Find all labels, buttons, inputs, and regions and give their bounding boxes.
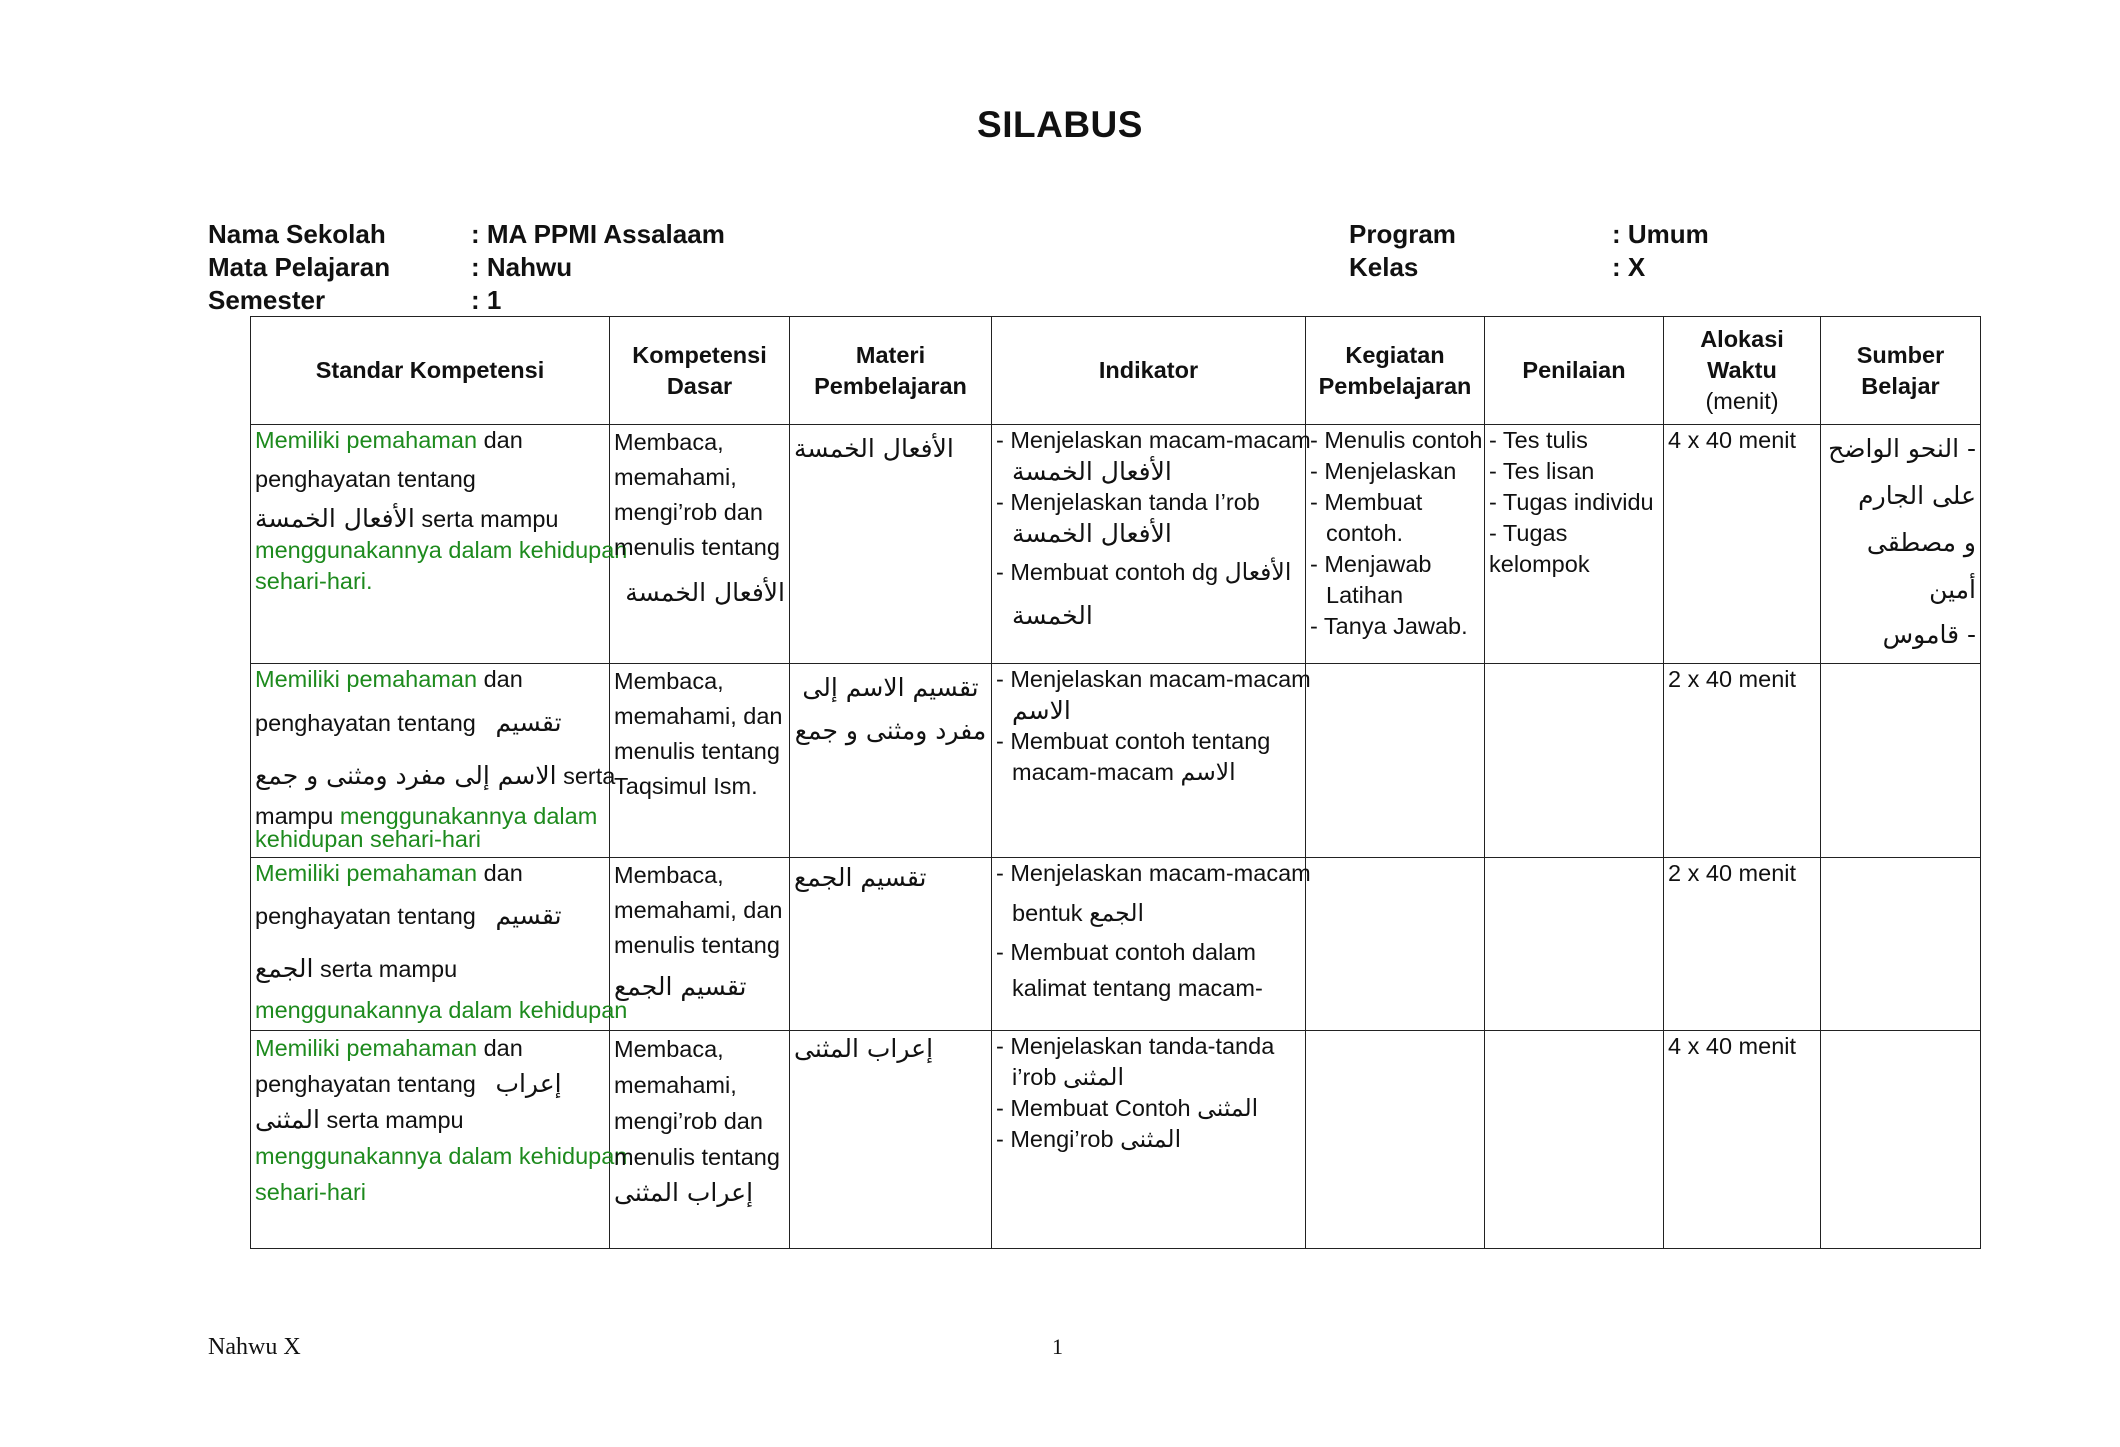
meta-label: Program bbox=[1349, 219, 1456, 249]
penilaian-line: - Tes lisan bbox=[1489, 458, 1595, 484]
meta-row-subject bbox=[208, 251, 725, 284]
materi-arabic: مفرد ومثنى و جمع bbox=[794, 716, 987, 745]
sk-text-green: menggunakannya dalam kehidupan bbox=[255, 537, 628, 563]
sumber-arabic: أمين bbox=[1929, 575, 1976, 604]
sk-text-green: Memiliki pemahaman bbox=[255, 666, 478, 692]
footer-doc-name: Nahwu X bbox=[208, 1334, 301, 1360]
kegiatan-line: - Membuat bbox=[1310, 489, 1423, 515]
header-indikator: Indikator bbox=[992, 317, 1306, 425]
table-header-row bbox=[251, 317, 1981, 425]
sk-text: dan bbox=[483, 1035, 523, 1061]
kd-line: Membaca, bbox=[614, 1036, 724, 1062]
indikator-cell bbox=[992, 425, 1311, 664]
page-number: 1 bbox=[1052, 1334, 1063, 1359]
page-title: SILABUS bbox=[977, 104, 1143, 145]
indikator-line: - Menjelaskan tanda I’rob bbox=[996, 489, 1260, 515]
sk-text-green: Memiliki pemahaman bbox=[255, 1035, 478, 1061]
header-materi: Materi Pembelajaran bbox=[790, 317, 992, 425]
sumber-arabic: و مصطقى bbox=[1866, 528, 1976, 557]
kegiatan-line: contoh. bbox=[1326, 520, 1404, 546]
kd-line: memahami, bbox=[614, 1072, 737, 1098]
sk-text: dan bbox=[483, 427, 523, 453]
penilaian-line: kelompok bbox=[1489, 551, 1590, 577]
indikator-cell bbox=[992, 858, 1311, 1031]
header-alokasi-label: Alokasi Waktu bbox=[1700, 326, 1784, 383]
materi-cell bbox=[790, 425, 992, 664]
meta-row-program bbox=[1349, 218, 1709, 251]
kegiatan-cell bbox=[1306, 1031, 1485, 1249]
indikator-arabic: الخمسة bbox=[1012, 601, 1093, 630]
kd-line: mengi’rob dan bbox=[614, 499, 763, 525]
sk-text: serta mampu bbox=[320, 956, 458, 982]
sk-text: serta mampu bbox=[326, 1107, 464, 1133]
sk-text-green: sehari-hari bbox=[255, 1179, 367, 1205]
kd-cell bbox=[610, 664, 790, 858]
materi-arabic: إعراب المثنى bbox=[794, 1034, 934, 1063]
materi-cell bbox=[790, 664, 992, 858]
sk-arabic: الجمع bbox=[255, 954, 314, 983]
meta-value: : 1 bbox=[471, 285, 502, 315]
indikator-line: macam-macam الاسم bbox=[1012, 759, 1236, 785]
header-kegiatan: Kegiatan Pembelajaran bbox=[1306, 317, 1485, 425]
sk-text: dan bbox=[483, 666, 523, 692]
penilaian-line: - Tugas individu bbox=[1489, 489, 1654, 515]
alokasi-cell: 2 x 40 menit bbox=[1664, 858, 1821, 1031]
kegiatan-line: Latihan bbox=[1326, 582, 1404, 608]
kd-line: Membaca, bbox=[614, 668, 724, 694]
sk-text-green: Memiliki pemahaman bbox=[255, 860, 478, 886]
indikator-line: - Membuat contoh tentang bbox=[996, 728, 1271, 754]
kegiatan-cell bbox=[1306, 858, 1485, 1031]
indikator-line: - Membuat contoh dg الأفعال bbox=[996, 559, 1292, 585]
school-info-left bbox=[208, 218, 725, 317]
sk-arabic: إعراب bbox=[495, 1069, 562, 1098]
meta-value: : X bbox=[1612, 252, 1646, 282]
meta-value: : Umum bbox=[1612, 219, 1709, 249]
kd-line: menulis tentang bbox=[614, 738, 780, 764]
penilaian-line: - Tugas bbox=[1489, 520, 1568, 546]
header-standar-kompetensi: Standar Kompetensi bbox=[251, 317, 610, 425]
kegiatan-line: - Tanya Jawab. bbox=[1310, 613, 1468, 639]
indikator-line: - Menjelaskan tanda-tanda bbox=[996, 1033, 1275, 1059]
sk-text: penghayatan tentang bbox=[255, 710, 476, 736]
sumber-cell bbox=[1821, 425, 1981, 664]
kd-line: Taqsimul Ism. bbox=[614, 773, 758, 799]
kd-line: memahami, dan bbox=[614, 703, 783, 729]
kd-line: menulis tentang bbox=[614, 534, 780, 560]
kd-arabic: الأفعال الخمسة bbox=[625, 578, 785, 607]
sk-text-green: menggunakannya dalam kehidupan bbox=[255, 1143, 628, 1169]
sumber-arabic: - قاموس bbox=[1882, 620, 1976, 649]
indikator-line: i’rob المثنى bbox=[1012, 1064, 1124, 1090]
penilaian-cell bbox=[1485, 425, 1664, 664]
sk-text-green: kehidupan sehari-hari bbox=[255, 826, 482, 852]
indikator-line: bentuk الجمع bbox=[1012, 900, 1145, 926]
sk-arabic: الأفعال الخمسة bbox=[255, 504, 415, 533]
meta-label: Kelas bbox=[1349, 252, 1419, 282]
sk-text-green: Memiliki pemahaman bbox=[255, 427, 478, 453]
sumber-cell bbox=[1821, 664, 1981, 858]
alokasi-cell: 4 x 40 menit bbox=[1664, 1031, 1821, 1249]
materi-cell bbox=[790, 858, 992, 1031]
table-row bbox=[251, 664, 1981, 858]
sk-text-green: menggunakannya dalam kehidupan bbox=[255, 997, 628, 1023]
kegiatan-line: - Menjawab bbox=[1310, 551, 1432, 577]
indikator-line: - Mengi’rob المثنى bbox=[996, 1126, 1182, 1152]
meta-label: Nama Sekolah bbox=[208, 219, 386, 249]
header-penilaian: Penilaian bbox=[1485, 317, 1664, 425]
indikator-arabic: الأفعال الخمسة bbox=[1012, 519, 1172, 548]
sk-text: mampu bbox=[255, 803, 334, 829]
materi-cell bbox=[790, 1031, 992, 1249]
sk-arabic: الاسم إلى مفرد ومثنى و جمع bbox=[255, 761, 557, 790]
kegiatan-cell bbox=[1306, 425, 1485, 664]
kd-arabic: تقسيم الجمع bbox=[614, 972, 747, 1001]
kd-line: menulis tentang bbox=[614, 932, 780, 958]
materi-arabic: الأفعال الخمسة bbox=[794, 434, 954, 463]
sumber-cell bbox=[1821, 858, 1981, 1031]
kd-line: memahami, dan bbox=[614, 897, 783, 923]
header-alokasi-unit: (menit) bbox=[1705, 388, 1779, 414]
kd-cell bbox=[610, 858, 790, 1031]
sk-cell bbox=[251, 858, 628, 1031]
indikator-arabic: الأفعال الخمسة bbox=[1012, 457, 1172, 486]
sk-text-green: sehari-hari. bbox=[255, 568, 373, 594]
indikator-line: - Menjelaskan macam-macam bbox=[996, 427, 1311, 453]
alokasi-cell: 4 x 40 menit bbox=[1664, 425, 1821, 664]
indikator-line: - Menjelaskan macam-macam bbox=[996, 860, 1311, 886]
kd-line: menulis tentang bbox=[614, 1144, 780, 1170]
table-row bbox=[251, 425, 1981, 664]
kegiatan-line: - Menjelaskan bbox=[1310, 458, 1457, 484]
indikator-line: - Membuat Contoh المثنى bbox=[996, 1095, 1259, 1121]
kegiatan-line: - Menulis contoh bbox=[1310, 427, 1483, 453]
indikator-line: - Membuat contoh dalam bbox=[996, 939, 1256, 965]
table-row bbox=[251, 858, 1981, 1031]
header-kompetensi-dasar: Kompetensi Dasar bbox=[610, 317, 790, 425]
sk-cell bbox=[251, 1031, 628, 1249]
kd-line: mengi’rob dan bbox=[614, 1108, 763, 1134]
syllabus-table bbox=[250, 316, 1981, 1249]
kd-line: memahami, bbox=[614, 464, 737, 490]
sk-arabic: تقسيم bbox=[495, 708, 562, 737]
sk-arabic: تقسيم bbox=[495, 901, 562, 930]
meta-value: : MA PPMI Assalaam bbox=[471, 219, 725, 249]
sk-text: penghayatan tentang bbox=[255, 903, 476, 929]
table-row bbox=[251, 1031, 1981, 1249]
sk-text: serta mampu bbox=[421, 506, 559, 532]
school-info-right bbox=[1349, 218, 1709, 284]
alokasi-cell: 2 x 40 menit bbox=[1664, 664, 1821, 858]
indikator-arabic: الاسم bbox=[1012, 696, 1071, 725]
indikator-cell bbox=[992, 664, 1311, 858]
sk-text: serta bbox=[563, 763, 616, 789]
sk-text-green: menggunakannya dalam bbox=[339, 803, 598, 829]
sk-text: dan bbox=[483, 860, 523, 886]
penilaian-line: - Tes tulis bbox=[1489, 427, 1588, 453]
materi-arabic: تقسيم الجمع bbox=[794, 863, 927, 892]
indikator-line: kalimat tentang macam- bbox=[1012, 975, 1263, 1001]
kegiatan-cell bbox=[1306, 664, 1485, 858]
sumber-arabic: - النحو الواضح bbox=[1828, 434, 1976, 463]
sumber-arabic: على الجارم bbox=[1858, 481, 1976, 510]
meta-label: Mata Pelajaran bbox=[208, 252, 391, 282]
meta-label: Semester bbox=[208, 285, 326, 315]
sk-text: penghayatan tentang bbox=[255, 1071, 476, 1097]
penilaian-cell bbox=[1485, 1031, 1664, 1249]
kd-line: Membaca, bbox=[614, 862, 724, 888]
meta-value: : Nahwu bbox=[471, 252, 573, 282]
sk-text: penghayatan tentang bbox=[255, 466, 476, 492]
indikator-line: - Menjelaskan macam-macam bbox=[996, 666, 1311, 692]
kd-arabic: إعراب المثنى bbox=[614, 1178, 754, 1207]
meta-row-school bbox=[208, 218, 725, 251]
meta-row-class bbox=[1349, 251, 1709, 284]
kd-cell bbox=[610, 1031, 790, 1249]
sk-arabic: المثنى bbox=[255, 1105, 320, 1134]
header-sumber: Sumber Belajar bbox=[1821, 317, 1981, 425]
kd-cell bbox=[610, 425, 790, 664]
materi-arabic: تقسيم الاسم إلى bbox=[802, 673, 979, 702]
sumber-cell bbox=[1821, 1031, 1981, 1249]
sk-cell bbox=[251, 425, 628, 664]
header-alokasi bbox=[1664, 317, 1821, 425]
penilaian-cell bbox=[1485, 858, 1664, 1031]
meta-row-semester bbox=[208, 284, 725, 317]
indikator-cell bbox=[992, 1031, 1306, 1249]
penilaian-cell bbox=[1485, 664, 1664, 858]
sk-cell bbox=[251, 664, 616, 858]
kd-line: Membaca, bbox=[614, 429, 724, 455]
